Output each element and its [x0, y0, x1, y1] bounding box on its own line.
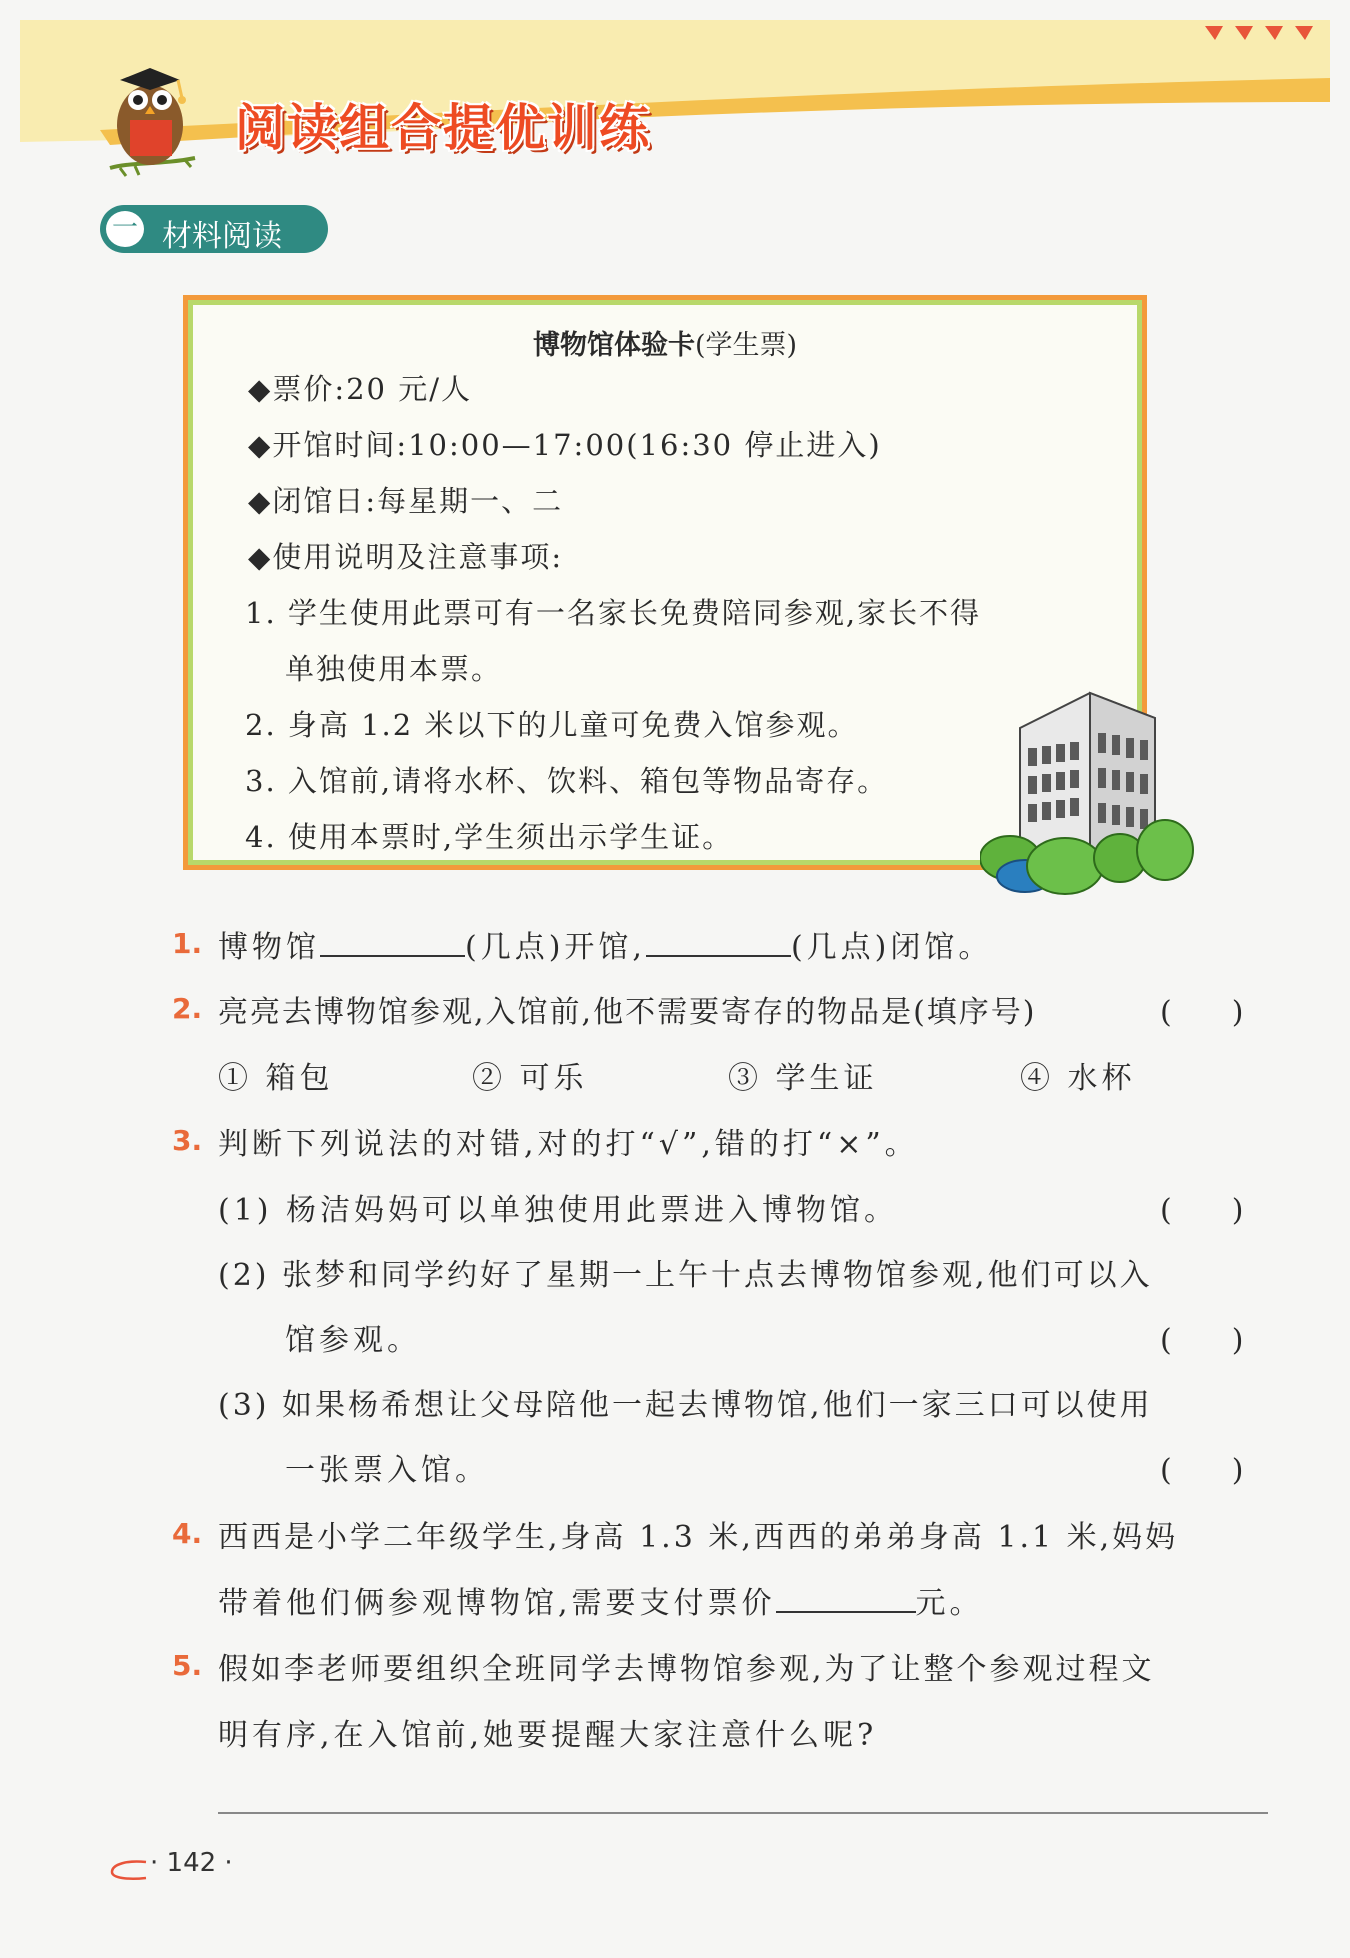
- question-1: 博物馆 (几点)开馆, (几点)闭馆。: [218, 922, 992, 966]
- q2-option-2: ② 可乐: [472, 1061, 588, 1096]
- question-2: 亮亮去博物馆参观,入馆前,他不需要寄存的物品是(填序号): [218, 995, 1037, 1030]
- q2-option-4: ④ 水杯: [1020, 1061, 1136, 1096]
- q3-statement-3: (3) 如果杨希想让父母陪他一起去博物馆,他们一家三口可以使用: [218, 1388, 1153, 1423]
- diamond-bullet-icon: ◆: [248, 428, 273, 462]
- page-number: · 142 ·: [150, 1848, 233, 1878]
- answer-paren-q3-2[interactable]: ( ): [1160, 1323, 1244, 1358]
- answer-blank-ticket-price[interactable]: [776, 1581, 916, 1613]
- question-4-cont: 带着他们俩参观博物馆,需要支付票价 元。: [218, 1578, 984, 1622]
- answer-line[interactable]: [218, 1812, 1268, 1814]
- card-title: 博物馆体验卡(学生票): [532, 330, 798, 361]
- q3-statement-2-cont: 馆参观。: [285, 1323, 421, 1358]
- card-price: ◆票价:20 元/人: [248, 372, 472, 406]
- banner-background: [20, 20, 1330, 150]
- card-closed-days: ◆闭馆日:每星期一、二: [248, 484, 564, 518]
- question-5: 假如李老师要组织全班同学去博物馆参观,为了让整个参观过程文: [218, 1652, 1155, 1687]
- card-rule-1-cont: 单独使用本票。: [285, 652, 503, 686]
- question-2-number: 2.: [172, 992, 203, 1025]
- q3-statement-2: (2) 张梦和同学约好了星期一上午十点去博物馆参观,他们可以入: [218, 1258, 1153, 1293]
- question-4: 西西是小学二年级学生,身高 1.3 米,西西的弟弟身高 1.1 米,妈妈: [218, 1520, 1179, 1555]
- q3-statement-1: (1) 杨洁妈妈可以单独使用此票进入博物馆。: [218, 1193, 899, 1228]
- card-rule-2: 2. 身高 1.2 米以下的儿童可免费入馆参观。: [245, 708, 859, 742]
- section-label: 材料阅读: [162, 219, 282, 254]
- question-5-number: 5.: [172, 1649, 203, 1682]
- question-3-number: 3.: [172, 1124, 203, 1157]
- answer-paren-q3-1[interactable]: ( ): [1160, 1193, 1244, 1228]
- q2-option-1: ① 箱包: [218, 1061, 334, 1096]
- section-number: 一: [104, 209, 146, 249]
- header-banner: [20, 20, 1330, 157]
- question-3: 判断下列说法的对错,对的打“√”,错的打“×”。: [218, 1127, 919, 1162]
- question-1-number: 1.: [172, 927, 203, 960]
- card-notes-heading: ◆使用说明及注意事项:: [248, 540, 564, 574]
- question-5-cont: 明有序,在入馆前,她要提醒大家注意什么呢?: [218, 1718, 878, 1753]
- q2-option-3: ③ 学生证: [728, 1061, 878, 1096]
- page-title: 阅读组合提优训练: [235, 99, 651, 157]
- card-rule-1: 1. 学生使用此票可有一名家长免费陪同参观,家长不得: [245, 596, 982, 630]
- q3-statement-3-cont: 一张票入馆。: [285, 1453, 489, 1488]
- owl-mascot-icon: [90, 50, 210, 200]
- question-4-number: 4.: [172, 1517, 203, 1550]
- section-tag: [100, 205, 328, 253]
- answer-blank-close-time[interactable]: [646, 925, 791, 957]
- answer-paren-q2[interactable]: ( ): [1160, 995, 1244, 1030]
- diamond-bullet-icon: ◆: [248, 484, 273, 518]
- museum-building-icon: [980, 688, 1200, 898]
- answer-blank-open-time[interactable]: [320, 925, 465, 957]
- card-hours: ◆开馆时间:10:00—17:00(16:30 停止进入): [248, 428, 882, 462]
- card-rule-3: 3. 入馆前,请将水杯、饮料、箱包等物品寄存。: [245, 764, 889, 798]
- diamond-bullet-icon: ◆: [248, 540, 273, 574]
- answer-paren-q3-3[interactable]: ( ): [1160, 1453, 1244, 1488]
- page-number-deco-icon: [108, 1858, 148, 1882]
- diamond-bullet-icon: ◆: [248, 372, 273, 406]
- card-rule-4: 4. 使用本票时,学生须出示学生证。: [245, 820, 734, 854]
